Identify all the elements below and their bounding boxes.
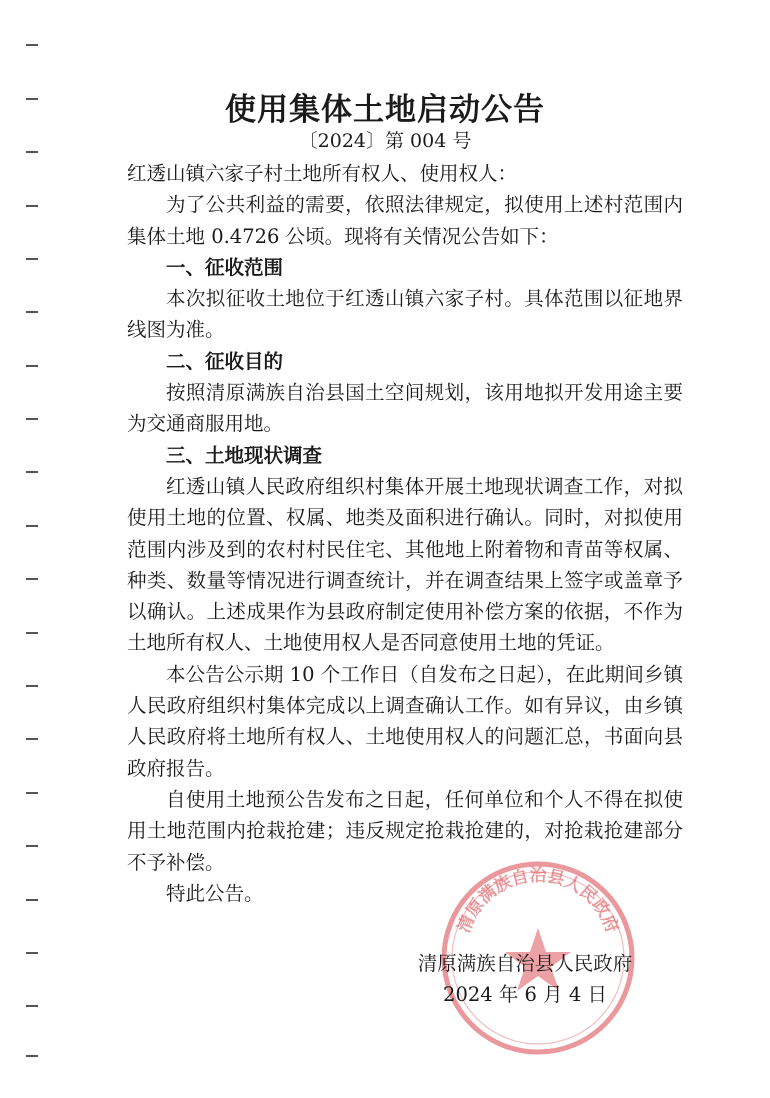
section-paragraph: 本公告公示期 10 个工作日（自发布之日起），在此期间乡镇人民政府组织村集体完成以上调查确认工作。如有异议，由乡镇人民政府将土地所有权人、土地使用权人的问题汇总，书面向县政府报告。 — [127, 662, 683, 780]
section-paragraph: 自使用土地预公告发布之日起，任何单位和个人不得在拟使用土地范围内抢栽抢建；违反规定抢栽抢建的，对抢栽抢建部分不予补偿。 — [127, 787, 683, 874]
section-heading: 三、土地现状调查 — [166, 443, 323, 467]
intro-paragraph: 为了公共利益的需要，依照法律规定，拟使用上述村范围内集体土地 0.4726 公顷。现将有关情况公告如下： — [127, 193, 683, 248]
signature-block — [405, 948, 645, 1010]
section-paragraph: 红透山镇人民政府组织村集体开展土地现状调查工作，对拟使用土地的位置、权属、地类及面积进行确认。同时，对拟使用范围内涉及到的农村村民住宅、其他地上附着物和青苗等权属、种类、数量等情况进行调查统计，并在调查结果上签字或盖章予以确认。上述成果作为县政府制定使用补偿方案的依据，不作为土地所有权人、土地使用权人是否同意使用土地的凭证。 — [127, 474, 683, 655]
notice-body — [127, 158, 683, 909]
binding-marks — [26, 0, 46, 1098]
section-heading: 一、征收范围 — [166, 255, 284, 279]
seal-text: 清原满族自治县人民政府 — [454, 866, 622, 936]
section-heading: 二、征收目的 — [166, 349, 284, 373]
section-paragraph: 本次拟征收土地位于红透山镇六家子村。具体范围以征地界线图为准。 — [127, 287, 683, 342]
section-paragraph: 按照清原满族自治县国土空间规划，该用地拟开发用途主要为交通商服用地。 — [127, 381, 683, 436]
document-number: 〔2024〕第 004 号 — [298, 130, 472, 152]
notice-title: 使用集体土地启动公告 — [225, 92, 545, 128]
closing-line: 特此公告。 — [166, 881, 264, 905]
issuer-name: 清原满族自治县人民政府 — [417, 952, 633, 975]
svg-text:清原满族自治县人民政府 — [453, 865, 622, 936]
addressee: 红透山镇六家子村土地所有权人、使用权人： — [127, 162, 518, 185]
issue-date: 2024 年 6 月 4 日 — [443, 983, 607, 1006]
